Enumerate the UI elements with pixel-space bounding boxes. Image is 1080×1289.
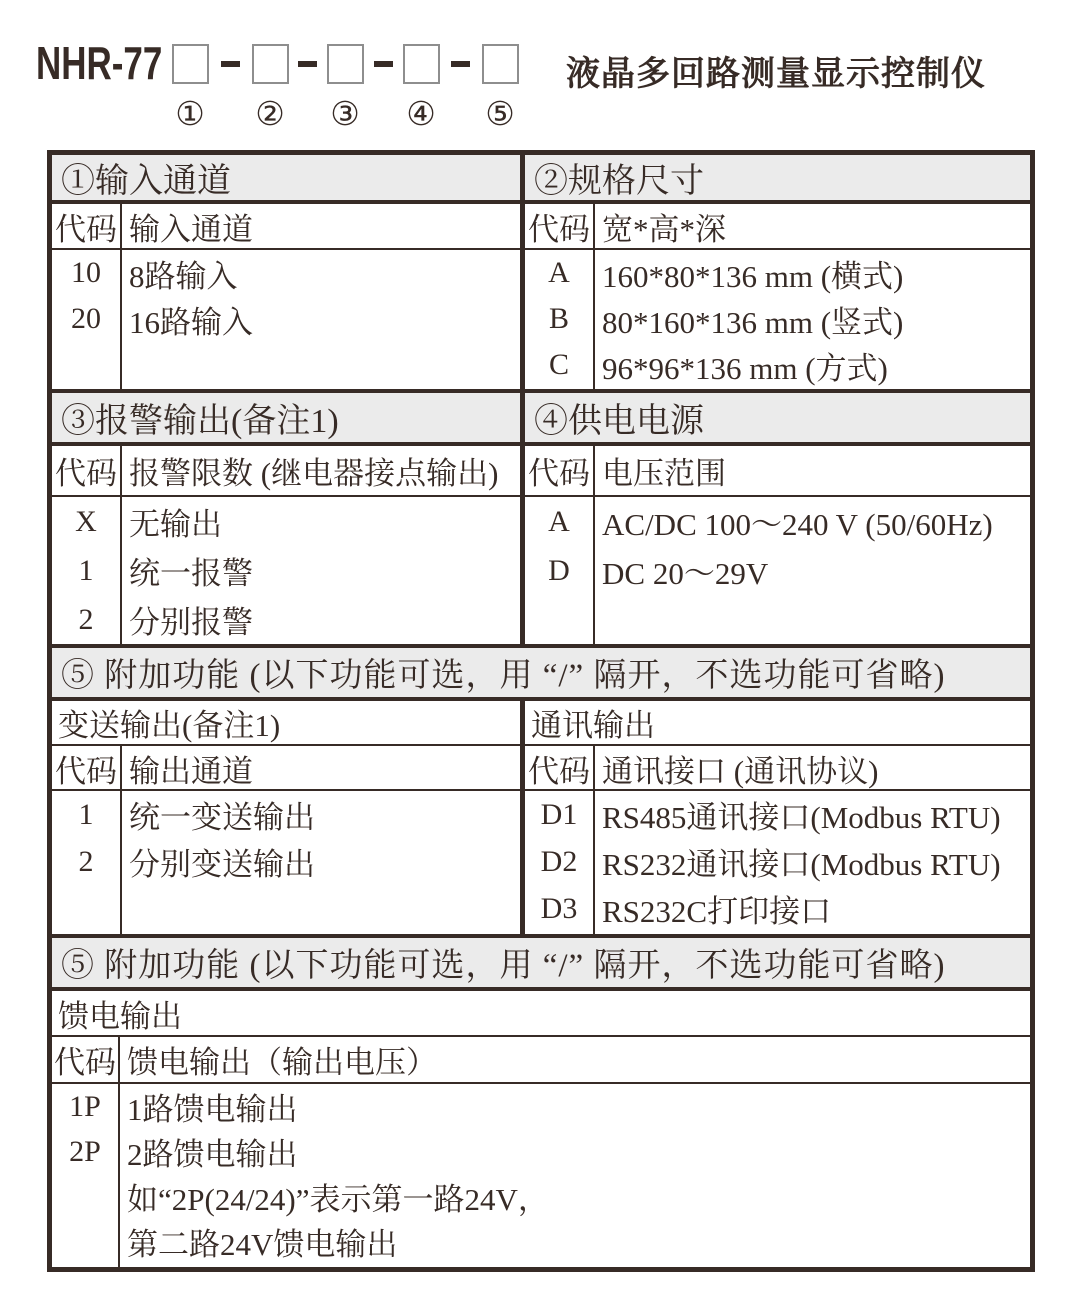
column-header-band-3 (52, 746, 1030, 791)
code-blank-box-2 (252, 44, 289, 84)
column-header-input-channels: 输入通道 (129, 212, 253, 247)
code-cell: 1P (69, 1089, 101, 1123)
section-title-input-channels: ①输入通道 (61, 163, 231, 200)
desc-cell: 无输出 (129, 507, 222, 542)
section-title-dimensions: ②规格尺寸 (534, 163, 704, 200)
column-header-code: 代码 (528, 456, 590, 491)
body-band-3 (52, 791, 1030, 938)
subsection-title-feed-output: 馈电输出 (58, 998, 182, 1034)
column-header-dimensions: 宽*高*深 (602, 212, 726, 247)
column-header-voltage-range: 电压范围 (602, 456, 726, 491)
code-cell: A (548, 256, 570, 289)
desc-cell: 分别报警 (129, 605, 253, 640)
code-cell: D2 (540, 844, 578, 878)
body-band-2 (52, 497, 1030, 648)
column-header-band-4 (52, 1037, 1030, 1084)
section-header-band-2 (52, 393, 1030, 446)
dash-separator (298, 61, 317, 67)
section-header-band-additional-2 (52, 938, 1030, 991)
code-cell: 1 (78, 797, 94, 831)
code-blank-box-4 (403, 44, 440, 84)
desc-cell: DC 20～29V (602, 556, 769, 591)
desc-cell: 8路输入 (129, 258, 238, 294)
code-cell: X (75, 504, 97, 538)
column-header-code: 代码 (54, 1045, 116, 1080)
code-cell: D3 (540, 891, 578, 925)
code-cell (52, 1219, 118, 1264)
code-cell: B (548, 302, 569, 335)
column-header-feed-output-voltage: 馈电输出（输出电压） (127, 1045, 437, 1080)
column-header-code: 代码 (55, 456, 117, 491)
circled-digit-2: ② (255, 97, 285, 133)
code-cell: A (548, 504, 570, 538)
section-title-power-supply: ④供电电源 (534, 403, 704, 440)
subsection-title-comm-output: 通讯输出 (531, 708, 655, 743)
subsection-title-band-feed-output (52, 991, 1030, 1037)
model-number: NHR-77 (36, 37, 163, 89)
column-header-band-1 (52, 204, 1030, 250)
section-title-alarm-output: ③报警输出(备注1) (61, 403, 339, 440)
desc-cell: AC/DC 100～240 V (50/60Hz) (602, 507, 993, 542)
body-band-1 (52, 250, 1030, 393)
code-cell: 2 (78, 602, 94, 636)
code-blank-box-3 (327, 44, 364, 84)
dash-separator (374, 61, 393, 67)
code-cell: D1 (540, 797, 578, 831)
code-cell: 2P (69, 1134, 101, 1168)
column-header-code: 代码 (528, 754, 590, 789)
column-header-code: 代码 (55, 212, 117, 247)
desc-cell: RS232C打印接口 (602, 894, 832, 929)
column-header-band-2 (52, 446, 1030, 497)
code-blank-box-1 (172, 44, 209, 84)
desc-cell: 160*80*136 mm (横式) (602, 258, 904, 294)
desc-cell: RS232通讯接口(Modbus RTU) (602, 847, 1001, 882)
column-header-code: 代码 (528, 212, 590, 247)
additional-functions-note: ⑤ 附加功能 (以下功能可选，用 “/” 隔开，不选功能可省略) (61, 948, 946, 984)
desc-cell: 统一报警 (129, 556, 253, 591)
code-cell: 10 (71, 256, 101, 289)
column-header-comm-interface: 通讯接口 (通讯协议) (602, 754, 879, 789)
desc-cell: 1路馈电输出 (127, 1092, 298, 1127)
dash-separator (221, 61, 240, 67)
code-cell: 20 (71, 302, 101, 335)
code-cell: C (548, 348, 569, 381)
column-header-code: 代码 (55, 754, 117, 789)
code-cell: D (548, 553, 570, 587)
subsection-title-band (52, 701, 1030, 746)
circled-digit-3: ③ (330, 97, 360, 133)
desc-cell: RS485通讯接口(Modbus RTU) (602, 800, 1001, 835)
column-header-output-channels: 输出通道 (129, 754, 253, 789)
circled-digit-5: ⑤ (485, 97, 515, 133)
column-header-alarm-limits: 报警限数 (继电器接点输出) (129, 456, 499, 491)
code-cell: 1 (78, 553, 94, 587)
desc-cell: 分别变送输出 (129, 847, 315, 882)
code-cell: 2 (78, 844, 94, 878)
desc-cell: 统一变送输出 (129, 800, 315, 835)
additional-functions-note: ⑤ 附加功能 (以下功能可选，用 “/” 隔开，不选功能可省略) (61, 658, 946, 694)
code-blank-box-5 (482, 44, 519, 84)
circled-digit-1: ① (175, 97, 205, 133)
dash-separator (451, 61, 470, 67)
desc-cell: 80*160*136 mm (竖式) (602, 304, 904, 340)
subsection-title-transmit-output: 变送输出(备注1) (58, 708, 281, 743)
desc-cell: 如“2P(24/24)”表示第一路24V， (127, 1182, 549, 1217)
desc-cell: 第二路24V馈电输出 (127, 1227, 398, 1262)
section-header-band-1 (52, 155, 1030, 204)
code-cell (52, 1174, 118, 1219)
desc-cell: 16路输入 (129, 304, 253, 340)
product-title: 液晶多回路测量显示控制仪 (566, 55, 986, 93)
body-band-4 (52, 1084, 1030, 1267)
section-header-band-additional-1 (52, 648, 1030, 701)
desc-cell: 2路馈电输出 (127, 1137, 298, 1172)
circled-digit-4: ④ (406, 97, 436, 133)
desc-cell: 96*96*136 mm (方式) (602, 350, 888, 386)
ordering-code-table (47, 150, 1035, 1272)
